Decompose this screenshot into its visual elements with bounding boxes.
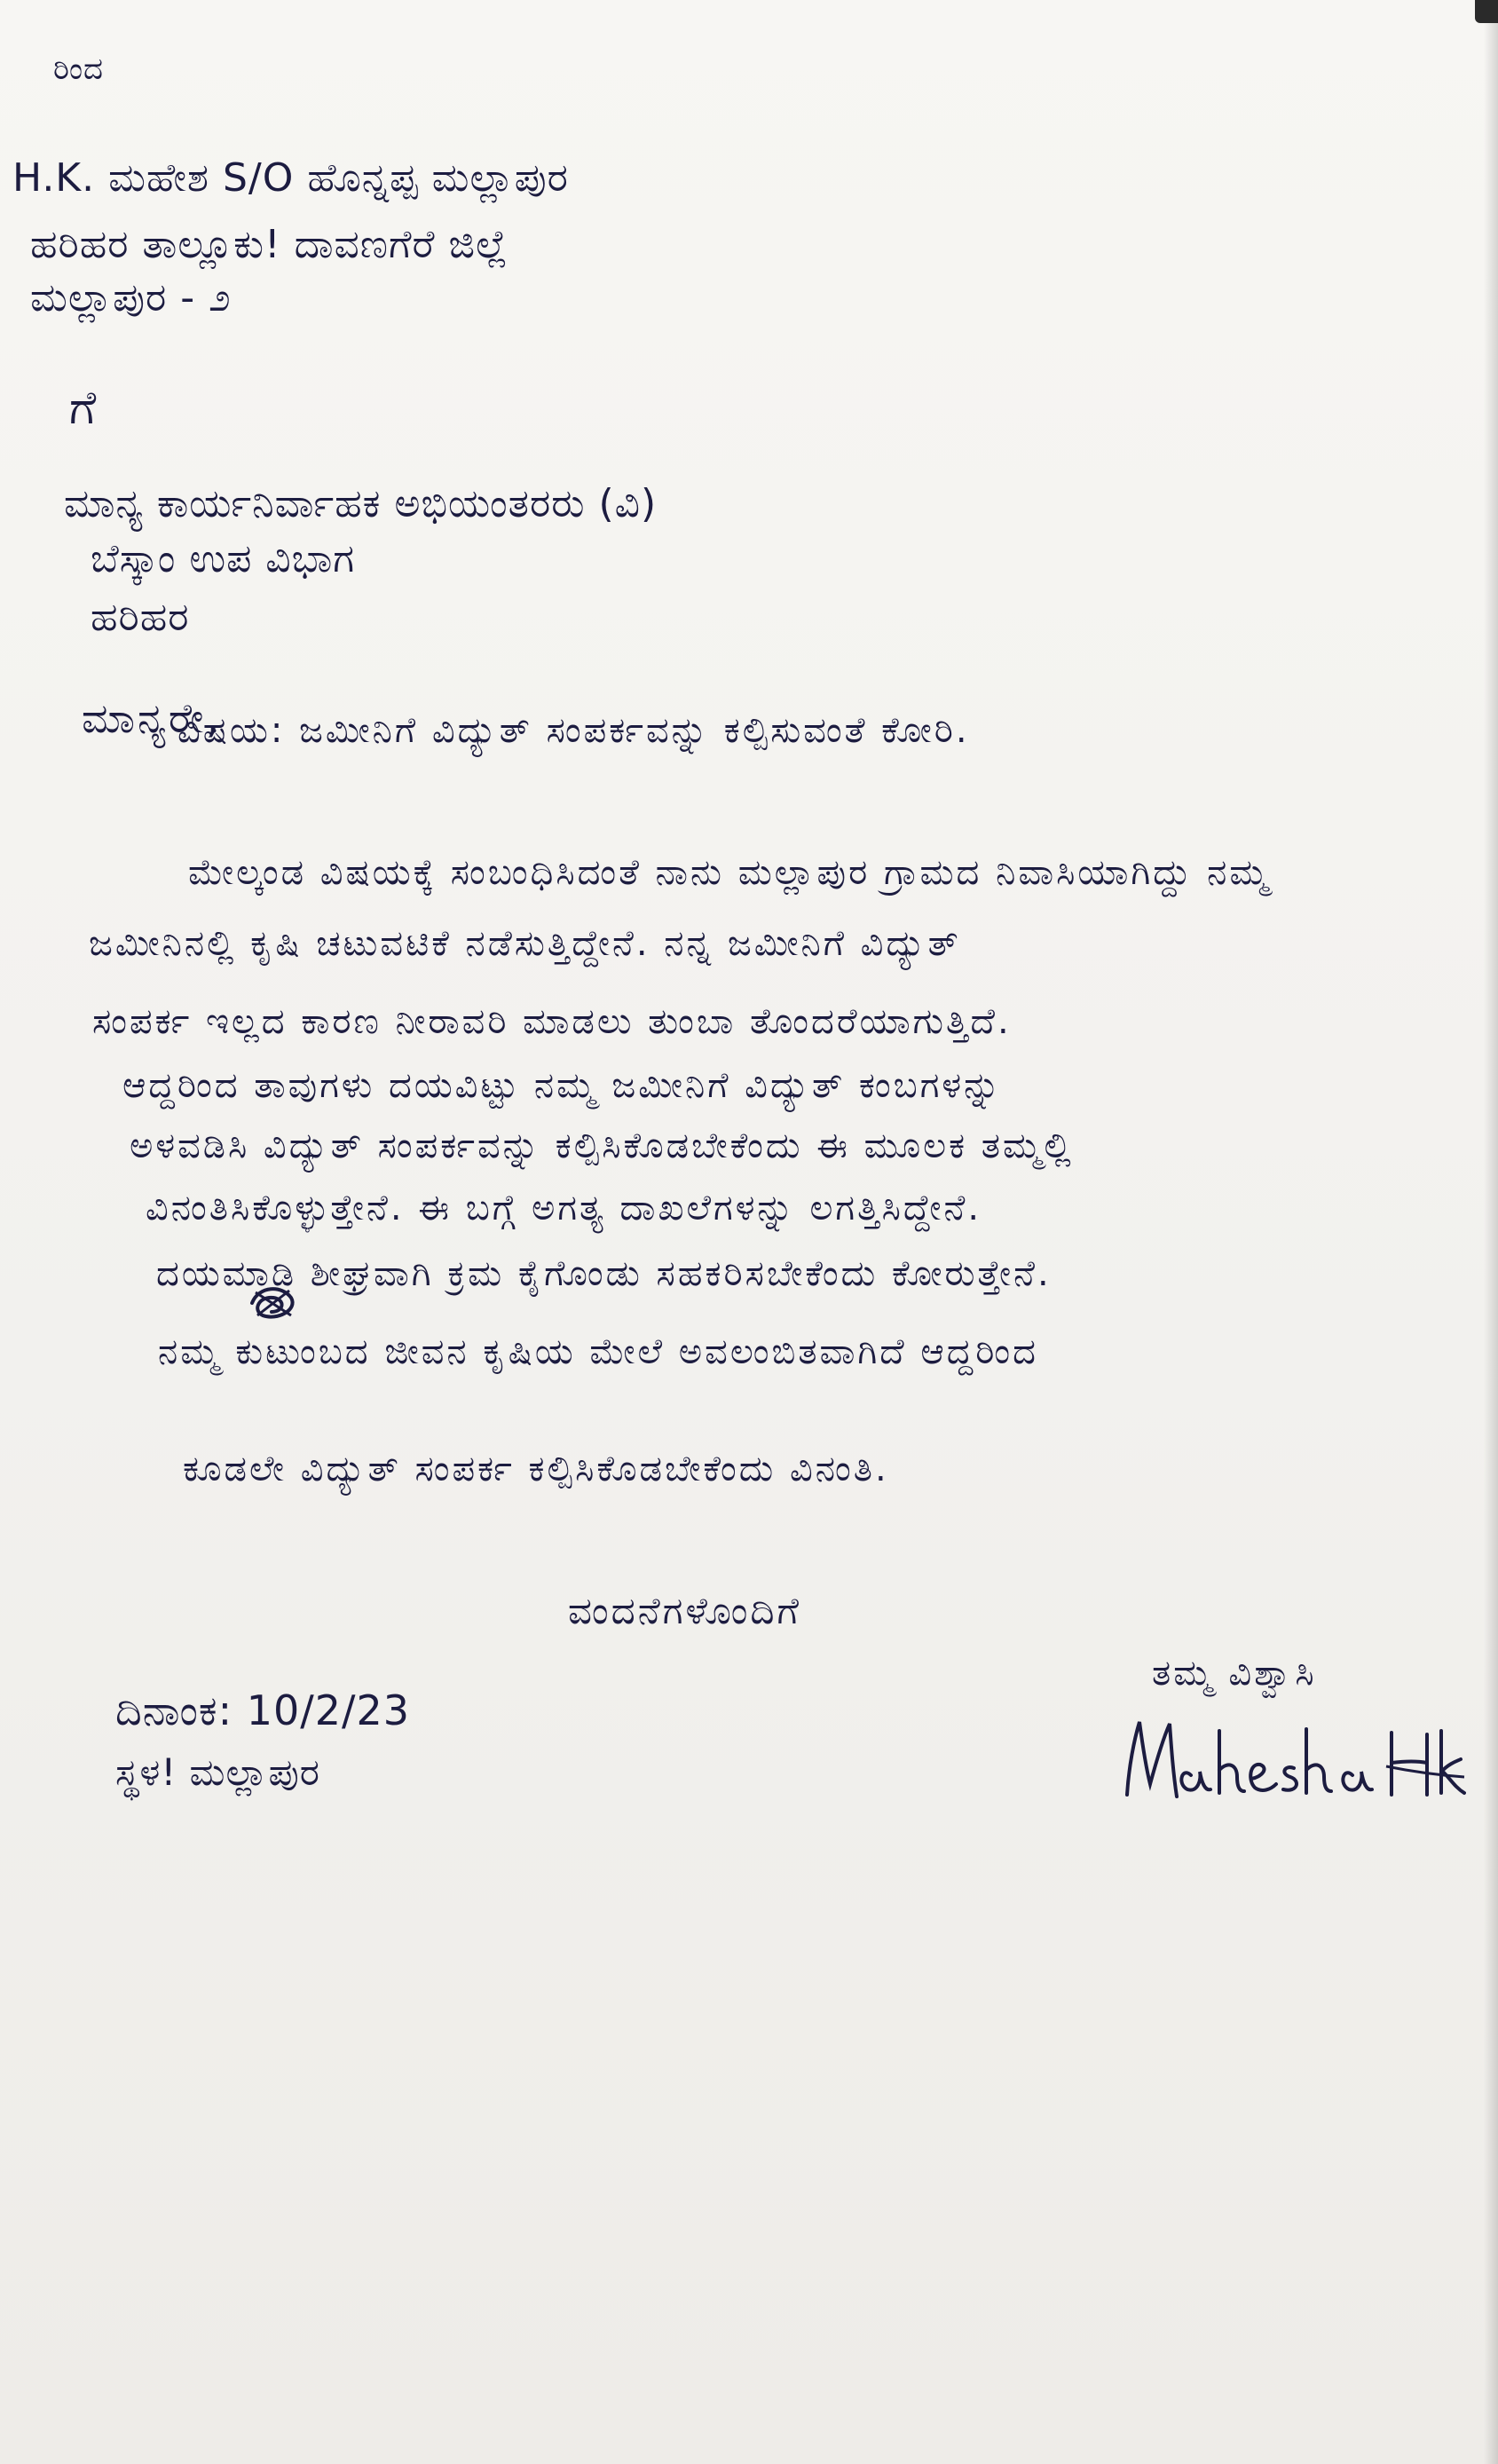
recipient-line-1: ಮಾನ್ಯ ಕಾರ್ಯನಿರ್ವಾಹಕ ಅಭಿಯಂತರರು (ವಿ) (64, 481, 658, 526)
sender-line-3: ಮಲ್ಲಾಪುರ - ೨ (30, 275, 232, 320)
sender-line-2: ಹರಿಹರ ತಾಲ್ಲೂಕು! ದಾವಣಗೆರೆ ಜಿಲ್ಲೆ (30, 222, 509, 267)
yours-label: ತಮ್ಮ ವಿಶ್ವಾಸಿ (1152, 1653, 1317, 1694)
body-line-4: ಆದ್ದರಿಂದ ತಾವುಗಳು ದಯವಿಟ್ಟು ನಮ್ಮ ಜಮೀನಿಗೆ ವಿದ್ಯುತ್ ಕಂಬಗಳನ್ನು (122, 1065, 1003, 1106)
handwritten-signature (1120, 1713, 1466, 1811)
closing: ವಂದನೆಗಳೊಂದಿಗೆ (568, 1589, 801, 1632)
body-line-6: ವಿನಂತಿಸಿಕೊಳ್ಳುತ್ತೇನೆ. ಈ ಬಗ್ಗೆ ಅಗತ್ಯ ದಾಖಲೆಗಳನ್ನು ಲಗತ್ತಿಸಿದ್ದೇನೆ. (146, 1188, 982, 1228)
body-line-8: ನಮ್ಮ ಕುಟುಂಬದ ಜೀವನ ಕೃಷಿಯ ಮೇಲೆ ಅವಲಂಬಿತವಾಗಿದೆ ಆದ್ದರಿಂದ (158, 1331, 1038, 1372)
recipient-line-2: ಬೆಸ್ಕಾಂ ಉಪ ವಿಭಾಗ (91, 536, 356, 581)
subject-line: ವಿಷಯ: ಜಮೀನಿಗೆ ವಿದ್ಯುತ್ ಸಂಪರ್ಕವನ್ನು ಕಲ್ಪಿಸುವಂತೆ ಕೋರಿ. (177, 710, 970, 751)
body-line-3: ಸಂಪರ್ಕ ಇಲ್ಲದ ಕಾರಣ ನೀರಾವರಿ ಮಾಡಲು ತುಂಬಾ ತೊಂದರೆಯಾಗುತ್ತಿದೆ. (92, 1001, 1012, 1042)
body-line-9: ಕೂಡಲೇ ವಿದ್ಯುತ್ ಸಂಪರ್ಕ ಕಲ್ಪಿಸಿಕೊಡಬೇಕೆಂದು ವಿನಂತಿ. (183, 1449, 889, 1489)
body-line-5: ಅಳವಡಿಸಿ ವಿದ್ಯುತ್ ಸಂಪರ್ಕವನ್ನು ಕಲ್ಪಿಸಿಕೊಡಬೇಕೆಂದು ಈ ಮೂಲಕ ತಮ್ಮಲ್ಲಿ (130, 1125, 1074, 1166)
body-line-7: ದಯಮಾಡಿ ಶೀಘ್ರವಾಗಿ ಕ್ರಮ ಕೈಗೊಂಡು ಸಹಕರಿಸಬೇಕೆಂದು ಕೋರುತ್ತೇನೆ. (156, 1253, 1052, 1294)
place-line: ಸ್ಥಳ! ಮಲ್ಲಾಪುರ (115, 1750, 320, 1794)
date-line: ದಿನಾಂಕ: 10/2/23 (115, 1686, 411, 1734)
to-label: ಗೆ (69, 382, 98, 435)
salutation: ಮಾನ್ಯರೇ, (82, 694, 222, 742)
sender-line-1: H.K. ಮಹೇಶ S/O ಹೊನ್ನಪ್ಪ ಮಲ್ಲಾಪುರ (12, 155, 569, 201)
recipient-line-3: ಹರಿಹರ (91, 595, 190, 640)
from-label: ರಿಂದ (53, 51, 104, 87)
body-line-2: ಜಮೀನಿನಲ್ಲಿ ಕೃಷಿ ಚಟುವಟಿಕೆ ನಡೆಸುತ್ತಿದ್ದೇನೆ. ನನ್ನ ಜಮೀನಿಗೆ ವಿದ್ಯುತ್ (89, 923, 961, 964)
corner-mark (1475, 0, 1498, 23)
body-line-1: ಮೇಲ್ಕಂಡ ವಿಷಯಕ್ಕೆ ಸಂಬಂಧಿಸಿದಂತೆ ನಾನು ಮಲ್ಲಾಪುರ ಗ್ರಾಮದ ನಿವಾಸಿಯಾಗಿದ್ದು ನಮ್ಮ (188, 852, 1271, 893)
paper-edge-shadow (1484, 0, 1498, 2464)
